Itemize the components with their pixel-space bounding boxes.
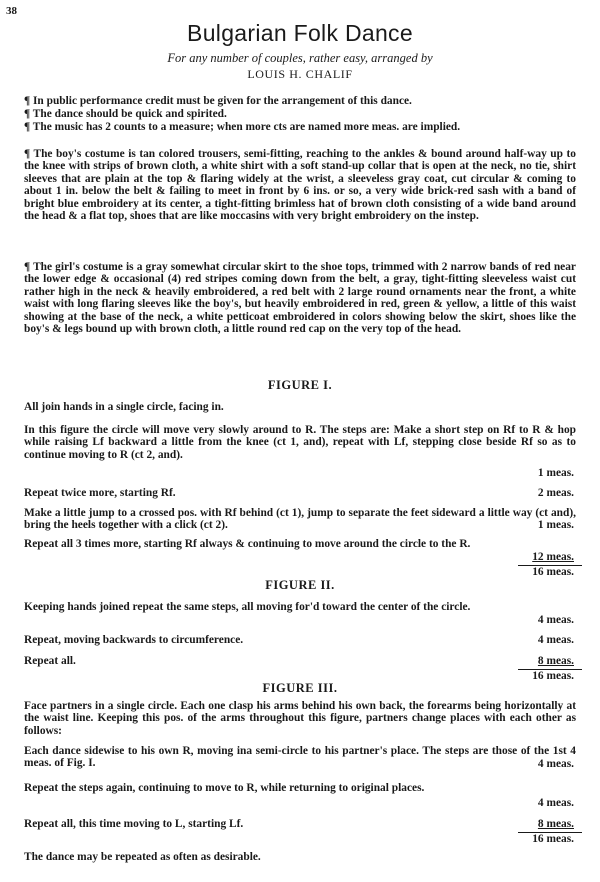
figure-1-intro: All join hands in a single circle, facing in. bbox=[24, 401, 224, 413]
measure-count: 4 meas. bbox=[537, 634, 574, 646]
closing-note: The dance may be repeated as often as desirable. bbox=[24, 851, 261, 863]
step-text: In this figure the circle will move very slowly around to R. The steps are: Make a short step on Rf to R & hop while raising Lf backward a little from the knee (ct 1, and), repeat with Lf, stepping close beside Rf so as to continue moving to R (ct 2, and). bbox=[24, 424, 576, 461]
boys-costume-paragraph: ¶ The boy's costume is tan colored trousers, semi-fitting, reaching to the ankles & bound around half-way up to the knee with strips of brown cloth, a white shirt with a soft stand-up collar that is open at the neck, no tie, shirt sleeves that are plain at the top & flaring widely at the wrist, a sleeveless gray coat, cut circular & coming to about 1 in. below the belt & failing to meet in front by 6 ins. or so, a very wide brick-red sash with a band of bright blue embroidery at its center, a tight-fitting brimless hat of brown cloth consisting of a wide band around the head & a flat top, shoes that are like moccasins with very bright embroidery on the instep. bbox=[24, 148, 576, 223]
step-text: Keeping hands joined repeat the same steps, all moving for'd toward the center of the circle. bbox=[24, 601, 471, 613]
step-text: Repeat the steps again, continuing to move to R, while returning to original places. bbox=[24, 782, 425, 794]
intro-paragraph: ¶ In public performance credit must be given for the arrangement of this dance. bbox=[24, 95, 412, 107]
figure-1-heading: FIGURE I. bbox=[267, 378, 333, 392]
measure-count: 4 meas. bbox=[537, 758, 574, 770]
measure-count: 8 meas. bbox=[537, 655, 574, 667]
figure-2-heading: FIGURE II. bbox=[265, 578, 335, 592]
figure-1-total: 16 meas. bbox=[532, 566, 574, 578]
figure-2-total: 16 meas. bbox=[532, 670, 574, 682]
measure-count: 2 meas. bbox=[537, 487, 574, 499]
step-text: Make a little jump to a crossed pos. with Rf behind (ct 1), jump to separate the feet sideward a little way (ct and), bring the heels together with a click (ct 2). bbox=[24, 507, 576, 532]
step-text: Repeat all, this time moving to L, starting Lf. bbox=[24, 818, 244, 830]
figure-3-heading: FIGURE III. bbox=[262, 681, 338, 695]
figure-3-total: 16 meas. bbox=[532, 833, 574, 845]
step-text: Repeat, moving backwards to circumference. bbox=[24, 634, 244, 646]
measure-count: 8 meas. bbox=[537, 818, 574, 830]
figure-3-intro: Face partners in a single circle. Each one clasp his arms behind his own back, the forearms being horizontally at the waist line. Keeping this pos. of the arms throughout this figure, partners change places with each other as follows: bbox=[24, 700, 576, 737]
author: LOUIS H. CHALIF bbox=[247, 67, 353, 81]
intro-paragraph: ¶ The music has 2 counts to a measure; when more cts are named more meas. are implied. bbox=[24, 121, 461, 133]
page-title: Bulgarian Folk Dance bbox=[187, 20, 413, 46]
measure-count: 1 meas. bbox=[537, 519, 574, 531]
girls-costume-paragraph: ¶ The girl's costume is a gray somewhat circular skirt to the shoe tops, trimmed with 2 narrow bands of red near the lower edge & occasional (4) red stripes coming down from the belt, a gray, tight-fitting sleeveless waist cut rather high in the neck & heavily embroidered, a red belt with 2 large round ornaments near the front, a white waist with long flaring sleeves like the boy's, but heavily embroidered in red, green & yellow, a little of this waist showing at the base of the neck, a white petticoat embroidered in colors showing below the skirt, shoes like the boy's & legs bound up with brown cloth, a little round red cap on the very top of the head. bbox=[24, 261, 576, 336]
step-text: Each dance sidewise to his own R, moving ina semi-circle to his partner's place. The steps are those of the 1st 4 meas. of Fig. I. bbox=[24, 745, 576, 770]
page-number: 38 bbox=[6, 5, 17, 17]
step-text: Repeat all 3 times more, starting Rf always & continuing to move around the circle to the R. bbox=[24, 538, 471, 550]
measure-count: 4 meas. bbox=[537, 797, 574, 809]
measure-count: 1 meas. bbox=[537, 467, 574, 479]
step-text: Repeat twice more, starting Rf. bbox=[24, 487, 176, 499]
intro-paragraph: ¶ The dance should be quick and spirited. bbox=[24, 108, 227, 120]
step-text: Repeat all. bbox=[24, 655, 76, 667]
measure-count: 4 meas. bbox=[537, 614, 574, 626]
measure-count: 12 meas. bbox=[532, 551, 574, 563]
subtitle: For any number of couples, rather easy, arranged by bbox=[167, 51, 433, 65]
